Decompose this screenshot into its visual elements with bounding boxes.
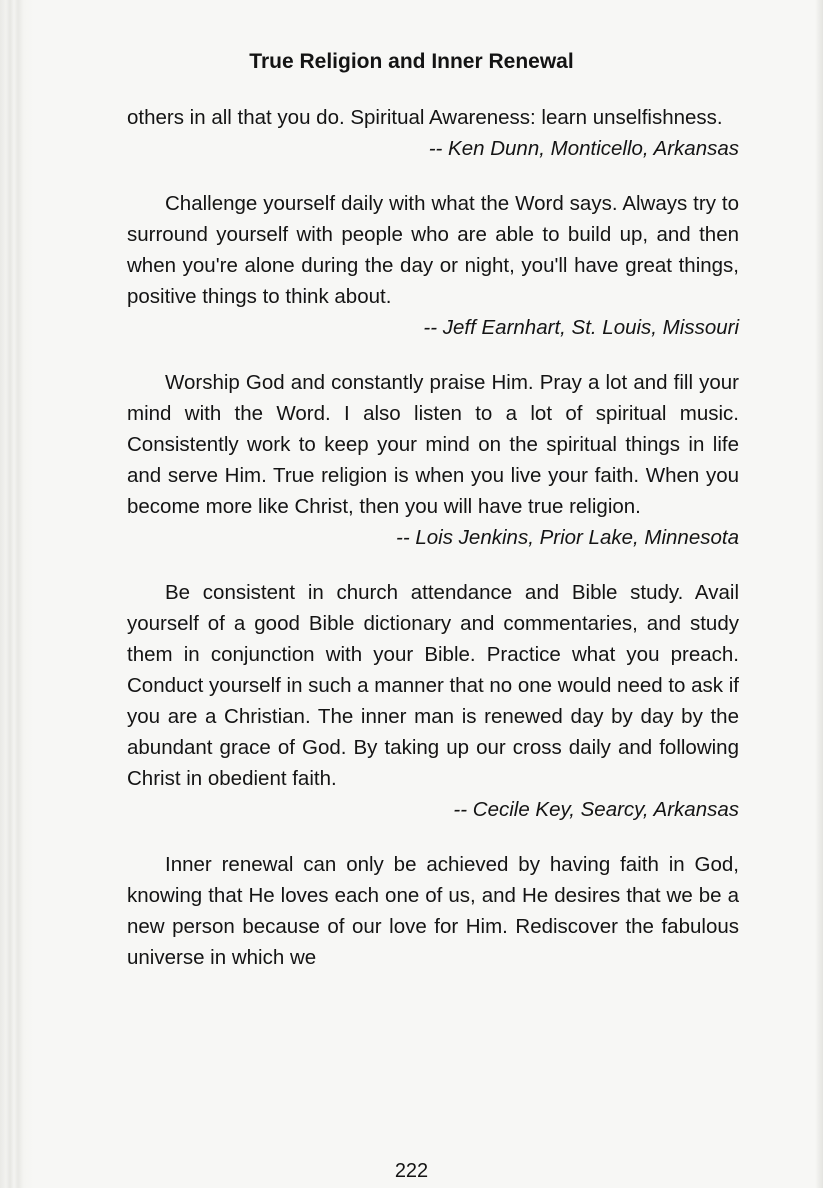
attribution: -- Cecile Key, Searcy, Arkansas (453, 798, 739, 821)
running-header: True Religion and Inner Renewal (249, 50, 574, 73)
paragraph: Challenge yourself daily with what the Word says. Always try to surround yourself with people who are able to build up, and then when you're alone during the day or night, you'll have great things, positive things to think about. (127, 192, 739, 308)
paragraph: Be consistent in church attendance and Bible study. Avail yourself of a good Bible dictionary and commentaries, and study them in conjunction with your Bible. Practice what you preach. Conduct yourself in such a manner that no one would need to ask if you are a Christian. The inner man is renewed day by day by the abundant grace of God. By taking up our cross daily and following Christ in obedient faith. (127, 581, 739, 790)
page-number: 222 (394, 1160, 429, 1182)
attribution: -- Lois Jenkins, Prior Lake, Minnesota (396, 526, 739, 549)
page-edge (0, 0, 34, 1188)
page-body (127, 102, 739, 973)
paragraph: others in all that you do. Spiritual Awareness: learn unselfishness. (127, 106, 723, 129)
paragraph: Inner renewal can only be achieved by having faith in God, knowing that He loves each one of us, and He desires that we be a new person because of our love for Him. Rediscover the fabulous universe in which we (127, 853, 739, 969)
attribution: -- Ken Dunn, Monticello, Arkansas (428, 137, 739, 160)
page-edge-right (815, 0, 823, 1188)
paragraph: Worship God and constantly praise Him. Pray a lot and fill your mind with the Word. I also listen to a lot of spiritual music. Consistently work to keep your mind on the spiritual things in life and serve Him. True religion is when you live your faith. When you become more like Christ, then you will have true religion. (127, 371, 739, 518)
attribution: -- Jeff Earnhart, St. Louis, Missouri (423, 316, 739, 339)
